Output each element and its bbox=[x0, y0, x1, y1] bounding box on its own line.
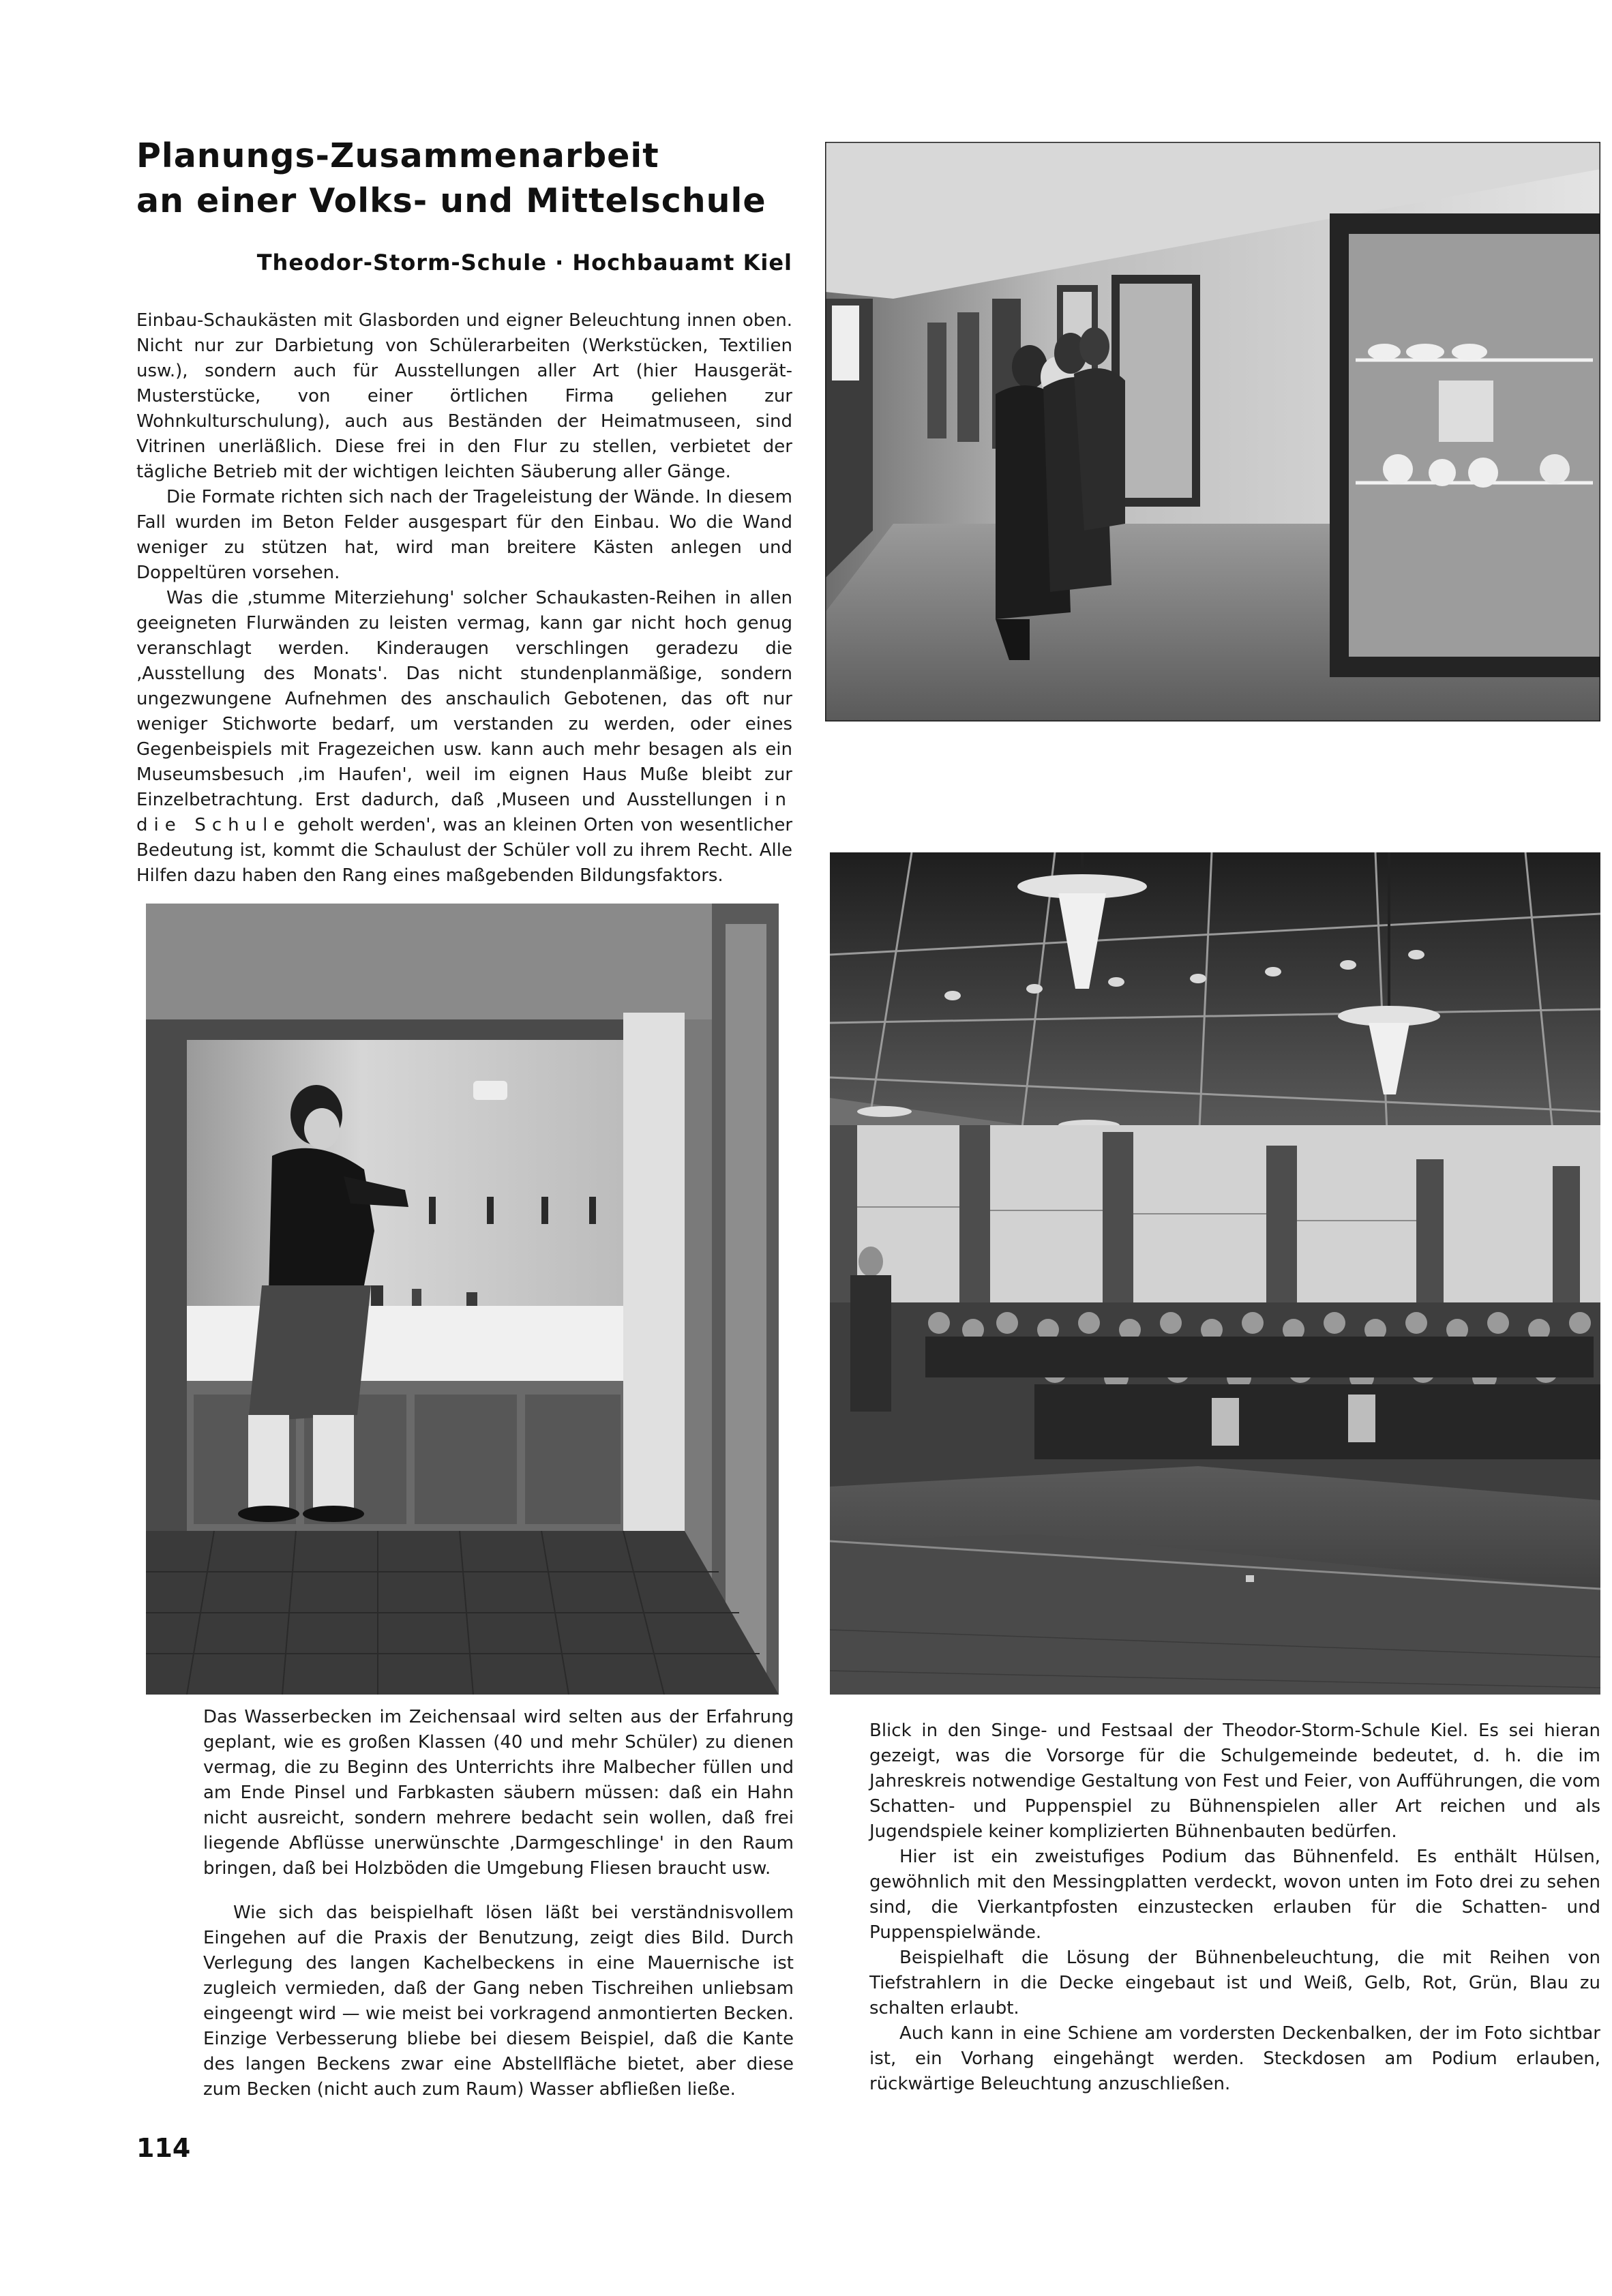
basin-caption bbox=[203, 1705, 794, 2102]
basin-caption-paragraph-2: Wie sich das beispielhaft lösen läßt bei verständnisvollem Eingehen auf die Praxis der Benutzung, zeigt dies Bild. Durch Verlegung des langen Kachelbeckens in eine Mauernische ist zugleich vermieden, daß der Gang neben Tischreihen unliebsam eingeengt wird — wie meist bei vorkragend anmontierten Becken. Einzige Verbesserung bliebe bei diesem Beispiel, daß die Kante des langen Beckens zwar eine Abstellfläche bietet, aber diese zum Becken (nicht auch zum Raum) Wasser abfließen ließe. bbox=[203, 1903, 794, 2100]
hall-photo-image bbox=[830, 852, 1600, 1695]
intro-paragraph-1: Einbau-Schaukästen mit Glasborden und eigner Beleuchtung innen oben. Nicht nur zur Darbietung von Schülerarbeiten (Werkstücken, Textilien usw.), sondern auch für Ausstellungen aller Art (hier Hausgerät-Musterstücke, von einer örtlichen Firma geliehen zur Wohnkulturschulung), auch aus Beständen der Heimatmuseen, sind Vitrinen unerläßlich. Diese frei in den Flur zu stellen, verbietet der tägliche Betrieb mit der wichtigen leichten Säuberung aller Gänge. bbox=[136, 310, 792, 482]
intro-paragraph-3-end: geholt werden', was an kleinen Orten von wesentlicher Bedeutung ist, kommt die Schaulust der Schüler voll zu ihrem Recht. Alle Hilfen dazu haben den Rang eines maßgebenden Bildungsfaktors. bbox=[136, 815, 793, 886]
photo-festival-hall bbox=[830, 852, 1600, 1695]
intro-text bbox=[136, 308, 792, 889]
photo-corridor-display-cases bbox=[825, 142, 1600, 721]
intro-emphasis: in die Schule bbox=[136, 790, 792, 835]
photo-water-basin bbox=[146, 904, 779, 1695]
title-line-2: an einer Volks- und Mittelschule bbox=[136, 181, 766, 220]
hall-caption-paragraph-3: Beispielhaft die Lösung der Bühnenbeleuchtung, die mit Reihen von Tiefstrahlern in die Decke eingebaut ist und Weiß, Gelb, Rot, Grün, Blau zu schalten erlaubt. bbox=[869, 1948, 1600, 2018]
basin-caption-paragraph-1: Das Wasserbecken im Zeichensaal wird selten aus der Erfahrung geplant, wie es großen Klassen (40 und mehr Schüler) zu dienen vermag, die zu Beginn des Unterrichts ihre Malbecher füllen und am Ende Pinsel und Farbkasten säubern müssen: daß ein Hahn nicht ausreicht, sondern mehrere bedacht sein wollen, daß frei liegende Abflüsse unerwünschte ‚Darmgeschlinge' in den Raum bringen, daß bei Holzböden die Umgebung Fliesen braucht usw. bbox=[203, 1707, 794, 1879]
article-title bbox=[136, 134, 818, 224]
hall-caption-paragraph-2: Hier ist ein zweistufiges Podium das Bühnenfeld. Es enthält Hülsen, gewöhnlich mit den Messingplatten verdeckt, wovon unten im Foto drei zu sehen sind, die Vierkantpfosten einzustecken erlauben für die Schatten- und Puppenspielwände. bbox=[869, 1847, 1600, 1943]
page-number: 114 bbox=[136, 2133, 191, 2163]
intro-paragraph-2: Die Formate richten sich nach der Trageleistung der Wände. In diesem Fall wurden im Beton Felder ausgespart für den Einbau. Wo die Wand weniger zu stützen hat, wird man breitere Kästen anlegen und Doppeltüren vorsehen. bbox=[136, 487, 792, 583]
intro-paragraph-3 bbox=[136, 586, 792, 889]
hall-caption-paragraph-4: Auch kann in eine Schiene am vordersten Deckenbalken, der im Foto sichtbar ist, ein Vorhang eingehängt werden. Steckdosen am Podium erlauben, rückwärtige Beleuchtung anzuschließen. bbox=[869, 2023, 1600, 2094]
basin-photo-image bbox=[146, 904, 779, 1695]
hall-caption-paragraph-1: Blick in den Singe- und Festsaal der Theodor-Storm-Schule Kiel. Es sei hieran gezeigt, was die Vorsorge für die Schulgemeinde bedeutet, d. h. die im Jahreskreis notwendige Gestaltung von Fest und Feier, von Aufführungen, die vom Schatten- und Puppenspiel zu Bühnenspielen aller Art reichen und als Jugendspiele keiner komplizierten Bühnenbauten bedürfen. bbox=[869, 1720, 1600, 1842]
hall-caption bbox=[869, 1718, 1600, 2097]
title-line-1: Planungs-Zusammenarbeit bbox=[136, 136, 659, 175]
corridor-photo-image bbox=[825, 142, 1600, 721]
intro-paragraph-3-start: Was die ‚stumme Miterziehung' solcher Schaukasten-Reihen in allen geeigneten Flurwänden zu leisten vermag, kann gar nicht hoch genug veranschlagt werden. Kinderaugen verschlingen geradezu die ‚Ausstellung des Monats'. Das nicht stundenplanmäßige, sondern ungezwungene Aufnehmen des anschaulich Gebotenen, das oft nur weniger Stichworte bedarf, um verstanden zu werden, oder eines Gegenbeispiels mit Fragezeichen usw. kann auch mehr besagen als ein Museumsbesuch ‚im Haufen', weil im eignen Haus Muße bleibt zur Einzelbetrachtung. Erst dadurch, daß ‚Museen und Ausstellungen bbox=[136, 588, 792, 810]
article-subtitle: Theodor-Storm-Schule · Hochbauamt Kiel bbox=[256, 250, 792, 275]
